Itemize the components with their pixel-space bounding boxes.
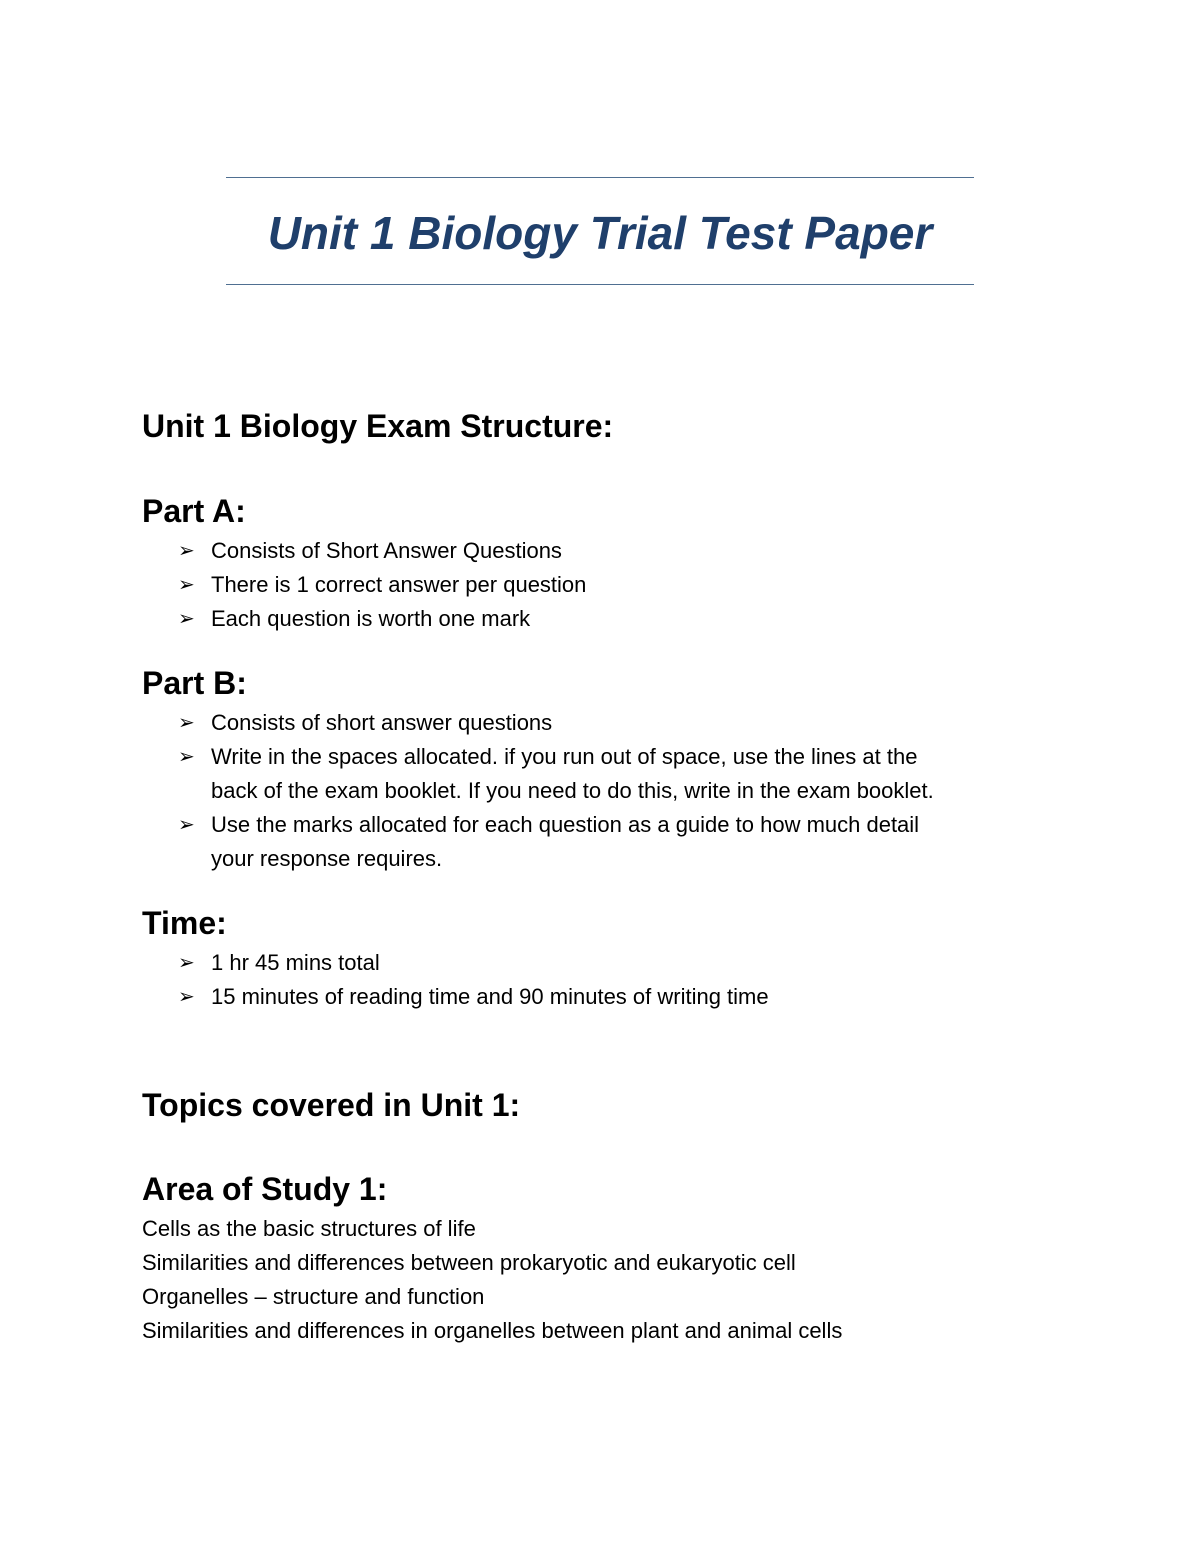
part-b-list: [142, 706, 1072, 876]
list-item: ➢ Each question is worth one mark: [142, 602, 1072, 636]
arrow-bullet-icon: ➢: [178, 952, 195, 974]
arrow-bullet-icon: ➢: [178, 746, 195, 768]
title-rule-bottom: [226, 284, 974, 285]
document-body: [142, 402, 1072, 1348]
exam-structure-heading: Unit 1 Biology Exam Structure:: [142, 408, 614, 444]
list-item: ➢ Write in the spaces allocated. if you run out of space, use the lines at the back of the exam booklet. If you need to do this, write in the exam booklet.: [142, 740, 1072, 808]
list-item: ➢ 15 minutes of reading time and 90 minutes of writing time: [142, 980, 1072, 1014]
study-line: Similarities and differences in organelles between plant and animal cells: [142, 1318, 843, 1343]
arrow-bullet-icon: ➢: [178, 608, 195, 630]
part-a-section: [142, 490, 1072, 636]
area-of-study-1-section: [142, 1168, 1072, 1348]
arrow-bullet-icon: ➢: [178, 540, 195, 562]
list-item: ➢ There is 1 correct answer per question: [142, 568, 1072, 602]
arrow-bullet-icon: ➢: [178, 574, 195, 596]
title-rule-top: [226, 177, 974, 178]
arrow-bullet-icon: ➢: [178, 712, 195, 734]
topics-heading: Topics covered in Unit 1:: [142, 1087, 521, 1123]
part-a-list: [142, 534, 1072, 636]
document-title: Unit 1 Biology Trial Test Paper: [267, 207, 933, 259]
time-section: [142, 902, 1072, 1014]
arrow-bullet-icon: ➢: [178, 814, 195, 836]
study-line: Organelles – structure and function: [142, 1284, 485, 1309]
study-line: Similarities and differences between prokaryotic and eukaryotic cell: [142, 1250, 796, 1275]
part-b-section: [142, 662, 1072, 876]
list-item: ➢ 1 hr 45 mins total: [142, 946, 1072, 980]
list-item: ➢ Use the marks allocated for each question as a guide to how much detail your response requires.: [142, 808, 1072, 876]
time-list: [142, 946, 1072, 1014]
area-of-study-1-heading: Area of Study 1:: [142, 1171, 388, 1207]
study-line: Cells as the basic structures of life: [142, 1216, 476, 1241]
part-a-heading: Part A:: [142, 493, 246, 529]
list-item: ➢ Consists of Short Answer Questions: [142, 534, 1072, 568]
time-heading: Time:: [142, 905, 227, 941]
list-item: ➢ Consists of short answer questions: [142, 706, 1072, 740]
part-b-heading: Part B:: [142, 665, 247, 701]
arrow-bullet-icon: ➢: [178, 986, 195, 1008]
